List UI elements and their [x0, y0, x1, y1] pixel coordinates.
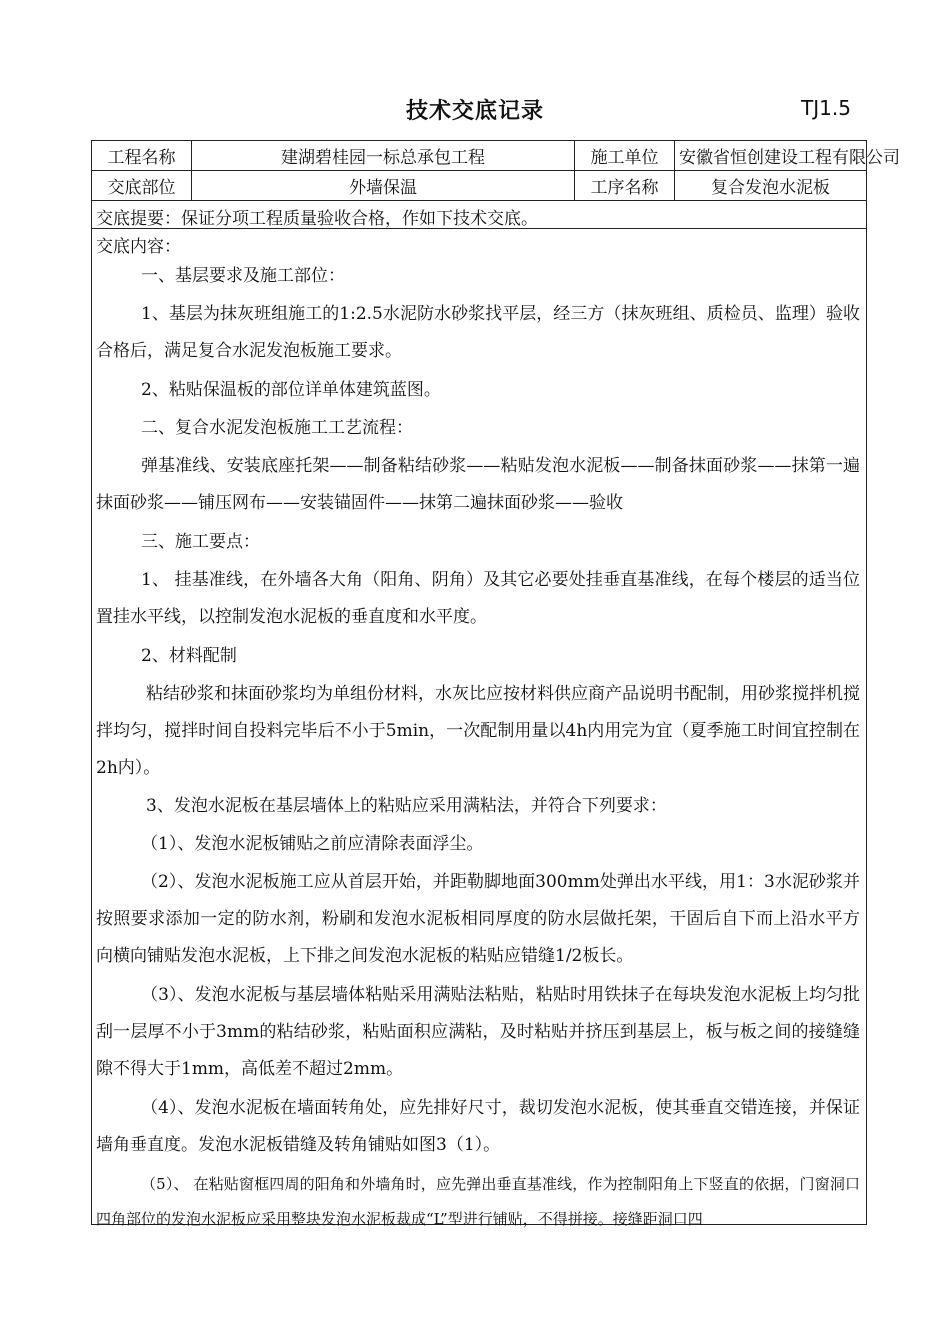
content-paragraph: 2、粘贴保温板的部位详单体建筑蓝图。 — [141, 380, 441, 400]
contractor-value: 安徽省恒创建设工程有限公司 — [679, 148, 900, 168]
content-paragraph: （2）、发泡水泥板施工应从首层开始，并距勒脚地面300mm处弹出水平线，用1：3水泥砂浆并按照要求添加一定的防水剂，粉刷和发泡水泥板相同厚度的防水层做托架，干固后自下而上沿水平方向横向铺贴发泡水泥板，上下排之间发泡水泥板的粘贴应错缝1/2板长。 — [96, 872, 860, 966]
summary-text: 交底提要：保证分项工程质量验收合格，作如下技术交底。 — [96, 209, 538, 229]
content-paragraph: （4）、发泡水泥板在墙面转角处，应先排好尺寸，裁切发泡水泥板，使其垂直交错连接，并保证墙角垂直度。发泡水泥板错缝及转角铺贴如图3（1）。 — [96, 1098, 860, 1155]
process-value: 复合发泡水泥板 — [711, 177, 830, 198]
content-paragraph: 3、发泡水泥板在基层墙体上的粘贴应采用满粘法，并符合下列要求： — [146, 796, 667, 816]
content-section — [92, 229, 866, 1228]
content-paragraph: （3）、发泡水泥板与基层墙体粘贴采用满贴法粘贴，粘贴时用铁抹子在每块发泡水泥板上均匀批刮一层厚不小于3mm的粘结砂浆，粘贴面积应满粘，及时粘贴并挤压到基层上，板与板之间的接缝缝隙不得大于1mm，高低差不超过2mm。 — [96, 985, 860, 1079]
content-paragraph: （5）、 在粘贴窗框四周的阳角和外墙角时，应先弹出垂直基准线，作为控制阳角上下竖直的依据，门窗洞口四角部位的发泡水泥板应采用整块发泡水泥板裁成“L”型进行铺贴，不得拼接。接缝距洞口四 — [96, 1175, 860, 1228]
header-row-1 — [92, 141, 900, 171]
content-paragraph: （1）、发泡水泥板铺贴之前应清除表面浮尘。 — [141, 834, 484, 854]
content-label: 交底内容： — [96, 237, 181, 257]
content-paragraph: 1、 挂基准线，在外墙各大角（阳角、阴角）及其它必要处挂垂直基准线，在每个楼层的适当位置挂水平线，以控制发泡水泥板的垂直度和水平度。 — [96, 570, 860, 627]
project-name-value: 建湖碧桂园一标总承包工程 — [192, 141, 575, 170]
header-row-2 — [92, 170, 866, 201]
content-paragraph: 1、基层为抹灰班组施工的1:2.5水泥防水砂浆找平层，经三方（抹灰班组、质检员、监理）验收合格后，满足复合水泥发泡板施工要求。 — [96, 304, 860, 361]
form-code: TJ1.5 — [801, 96, 851, 120]
content-paragraph: 弹基准线、安装底座托架——制备粘结砂浆——粘贴发泡水泥板——制备抹面砂浆——抹第一遍抹面砂浆——铺压网布——安装锚固件——抹第二遍抹面砂浆——验收 — [96, 456, 860, 513]
document-title: 技术交底记录 — [405, 99, 544, 124]
part-value: 外墙保温 — [192, 170, 575, 200]
content-paragraph: 2、材料配制 — [141, 646, 237, 666]
contractor-label: 施工单位 — [575, 141, 675, 170]
process-label: 工序名称 — [575, 170, 675, 200]
content-paragraph: 二、复合水泥发泡板施工工艺流程： — [141, 418, 413, 438]
content-paragraph: 三、施工要点： — [141, 532, 260, 552]
project-name-label: 工程名称 — [92, 141, 192, 170]
record-table — [91, 140, 900, 1228]
content-paragraph: 粘结砂浆和抹面砂浆均为单组份材料，水灰比应按材料供应商产品说明书配制，用砂浆搅拌机搅拌均匀，搅拌时间自投料完毕后不小于5min，一次配制用量以4h内用完为宜（夏季施工时间宜控制在2h内）。 — [96, 684, 860, 778]
part-label: 交底部位 — [92, 170, 192, 200]
summary-row — [92, 200, 866, 229]
content-paragraph: 一、基层要求及施工部位： — [141, 266, 345, 286]
